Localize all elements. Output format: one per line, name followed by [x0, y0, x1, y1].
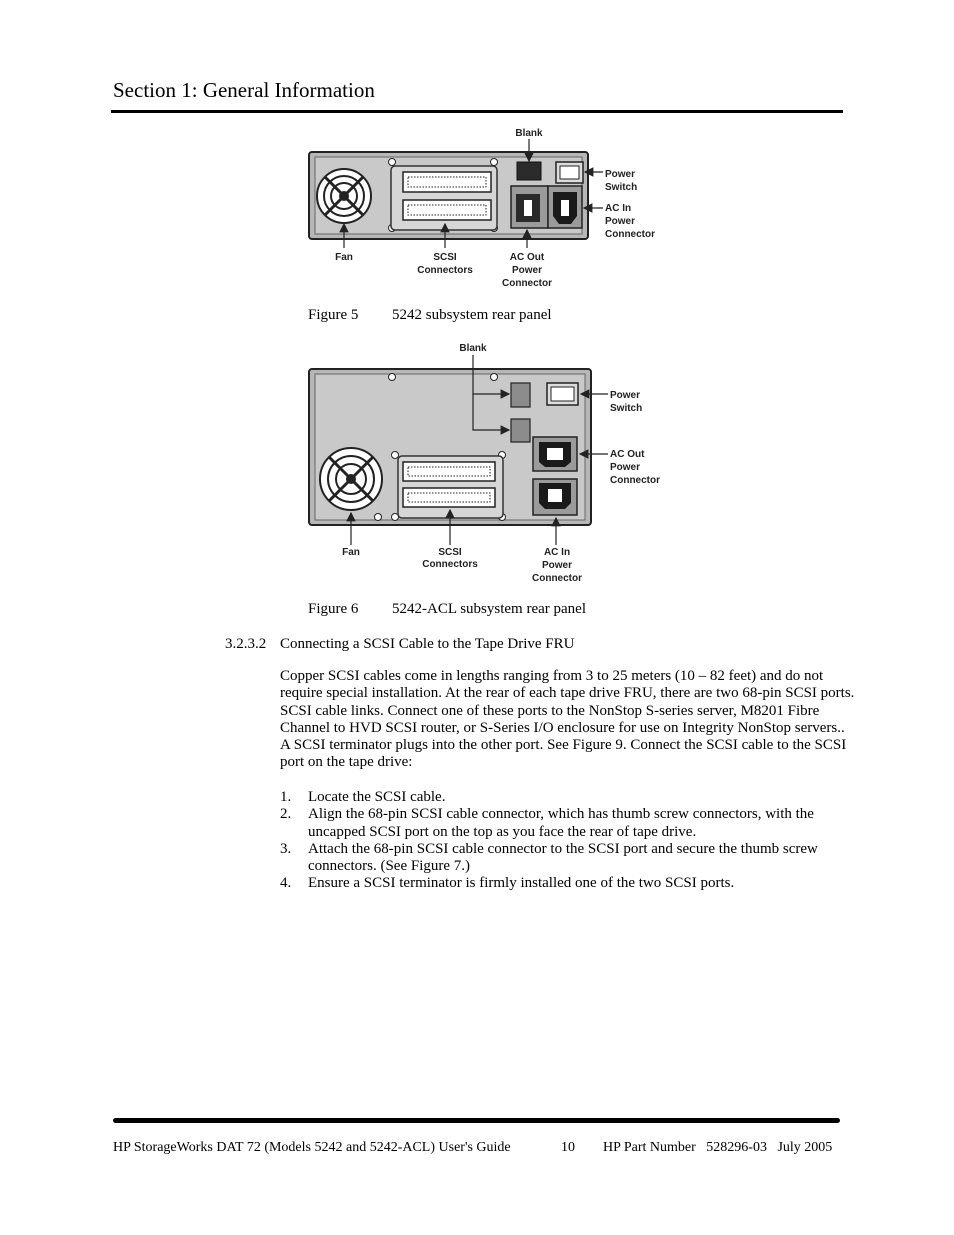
figure-6-title: 5242-ACL subsystem rear panel — [392, 601, 586, 617]
step-number: 4. — [280, 875, 292, 892]
fan-icon — [317, 169, 371, 223]
label-power-switch: Switch — [605, 182, 638, 193]
figure-5-number: Figure 5 — [308, 307, 359, 323]
step-number: 2. — [280, 806, 292, 823]
scsi-connector-top — [403, 172, 491, 192]
step-text: Align the 68-pin SCSI cable connector, which has thumb screw connectors, with the uncapped SCSI port on the top as you face the rear of tape drive. — [308, 806, 814, 840]
label-ac-in: Power — [605, 216, 636, 227]
figure-5-caption — [308, 305, 552, 325]
step-text: Locate the SCSI cable. — [308, 789, 446, 805]
label-ac-in: Power — [541, 560, 573, 571]
figure-5-title: 5242 subsystem rear panel — [392, 307, 552, 323]
label-ac-in: Connector — [605, 229, 655, 240]
label-ac-in: Connector — [532, 573, 582, 584]
label-blank: Blank — [515, 128, 543, 139]
label-ac-in: AC In — [543, 547, 571, 558]
label-scsi: SCSI — [433, 252, 457, 263]
list-item — [280, 789, 855, 806]
list-item — [280, 806, 855, 841]
footer-page-number: 10 — [561, 1140, 575, 1155]
figure-6-caption — [308, 599, 586, 619]
label-scsi: SCSI — [438, 547, 462, 558]
figure-5-rear-panel-diagram — [300, 124, 680, 294]
step-text: Ensure a SCSI terminator is firmly installed one of the two SCSI ports. — [308, 875, 735, 892]
scsi-connector-top — [403, 462, 495, 481]
label-power-switch: Switch — [610, 403, 643, 414]
label-fan: Fan — [335, 252, 353, 263]
list-item — [280, 841, 855, 876]
step-number: 3. — [280, 840, 292, 857]
fan-icon — [320, 448, 382, 510]
label-ac-out: Connector — [502, 278, 552, 289]
footer-guide-title: HP StorageWorks DAT 72 (Models 5242 and 5242-ACL) User's Guide — [113, 1140, 511, 1155]
steps-list — [280, 789, 855, 893]
label-ac-out: AC Out — [509, 252, 545, 263]
label-ac-in: AC In — [605, 203, 632, 214]
label-power-switch: Power — [610, 390, 641, 401]
scsi-connector-bottom — [403, 200, 491, 220]
subsection-title: Connecting a SCSI Cable to the Tape Drive FRU — [280, 636, 575, 652]
label-blank: Blank — [459, 343, 487, 354]
body-paragraph: Copper SCSI cables come in lengths ranging from 3 to 25 meters (10 – 82 feet) and do not require special installation. At the rear of each tape drive FRU, there are two 68-pin SCSI ports. SCSI cable links. Connect one of these ports to the NonStop S-series server, M8201 Fibre Channel to HVD SCSI router, or S-Series I/O enclosure for use on Integrity NonStop servers.. A SCSI terminator plugs into the other port. See Figure 9. Connect the SCSI cable to the SCSI port on the tape drive: — [280, 668, 855, 771]
figure-6-rear-panel-diagram — [300, 338, 680, 588]
label-ac-out: AC Out — [610, 449, 645, 460]
scsi-connector-bottom — [403, 488, 495, 507]
header-rule — [111, 110, 843, 113]
label-fan: Fan — [342, 547, 360, 558]
section-title: Section 1: General Information — [113, 78, 375, 102]
label-ac-out: Connector — [610, 475, 660, 486]
label-scsi: Connectors — [417, 265, 473, 276]
step-number: 1. — [280, 789, 292, 805]
list-item — [280, 875, 855, 892]
step-text: Attach the 68-pin SCSI cable connector to the SCSI port and secure the thumb screw connectors. (See Figure 7.) — [308, 840, 818, 875]
label-power-switch: Power — [605, 169, 636, 180]
footer-rule — [113, 1118, 840, 1123]
label-ac-out: Power — [511, 265, 543, 276]
figure-6-number: Figure 6 — [308, 601, 359, 617]
subsection-heading — [225, 634, 574, 654]
footer-part-number: HP Part Number 528296-03 July 2005 — [603, 1140, 833, 1155]
label-scsi: Connectors — [422, 559, 478, 570]
label-ac-out: Power — [610, 462, 641, 473]
subsection-number: 3.2.3.2 — [225, 636, 267, 652]
